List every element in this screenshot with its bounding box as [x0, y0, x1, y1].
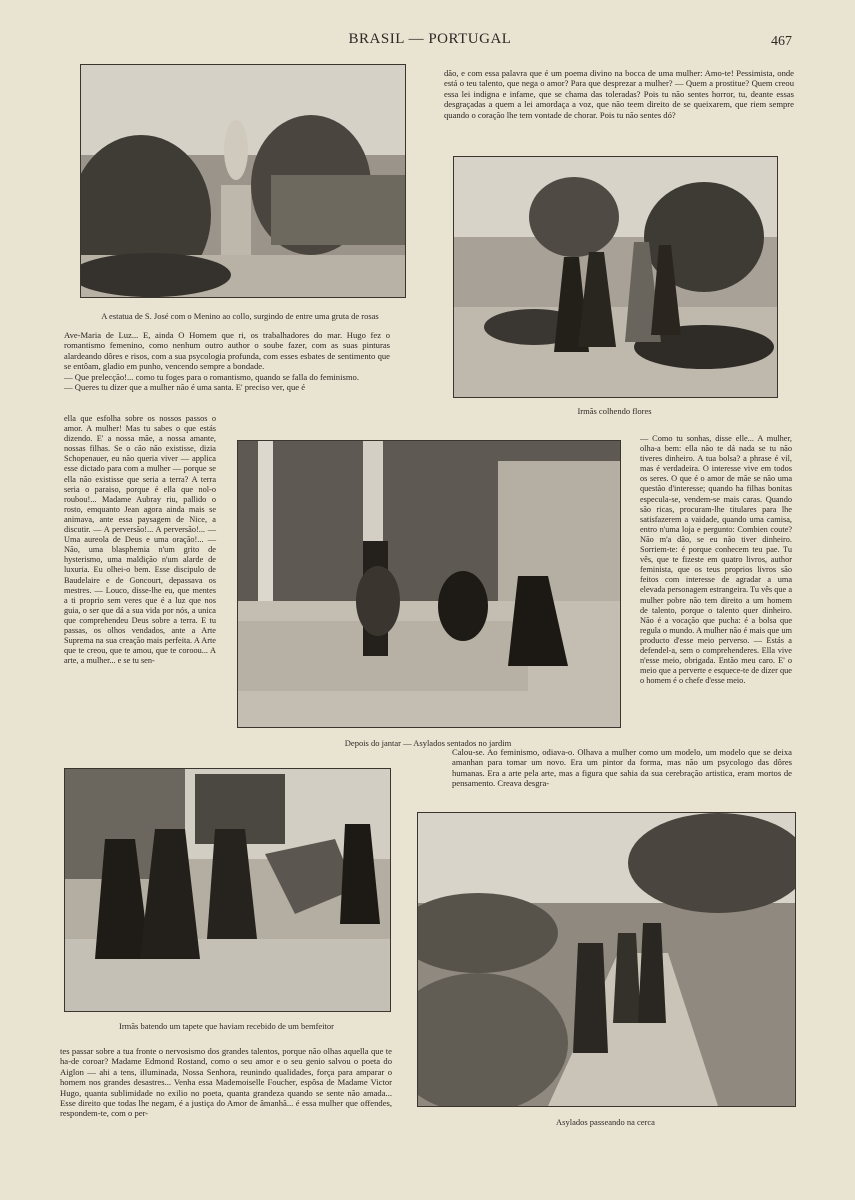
photo-residents-walking — [417, 812, 796, 1107]
photo-after-dinner — [237, 440, 621, 728]
text-top-right: dão, e com essa palavra que é um poema divino na bocca de uma mulher: Amo-te! Pessimista, onde está o teu talento, que nega o amor? Para que desprezar a mulher? — Quem a prostitue? Quem creou essa lei indigna e infame, que se chama das toleradas? Pois tu não sentes horror, tu, deante essas desgraçadas a quem a lei amordaça a voz, que não teem direito de se queixarem, que riem sempre quando o coração lhe tem vontade de chorar. Pois tu não sentes dó? — [444, 68, 794, 120]
caption-residents-walking: Asylados passeando na cerca — [556, 1117, 655, 1127]
running-title: BRASIL — PORTUGAL — [348, 31, 512, 47]
caption-sisters-rug: Irmãs batendo um tapete que haviam recebido de um bemfeitor — [118, 1021, 334, 1031]
caption-sisters-flowers: Irmãs colhendo flores — [577, 406, 652, 416]
photo-statue — [80, 64, 406, 298]
page-number: 467 — [771, 34, 792, 49]
text-left-paragraphs — [64, 330, 390, 392]
text-right-narrow-column: — Como tu sonhas, disse elle... A mulher, olha-a bem: ella não te dá nada se tu não tiveres dinheiro. A tua bolsa? a phrase é vil, mas é verdadeira. O interesse vive em todos os seres. O que é o amor de mãe se não uma questão d'interesse; quando ha filhas bonitas especula-se, vendem-se mais caras. Quando são ricas, procuram-lhe titulares para lhe satisfazerem a vaidade, quando uma camisa, entro n'uma loja e pergunto: Combien coute? Não m'a dão, se eu não tiver dinheiro. Sorriem-te: é porque conhecem teu pae. Tu vês, que te fizeste em quatro livros, author feminista, que os teus proprios livros são feitos com interesse de agradar a uma elevada personagem estrangeira. Tu vês que a mulher pobre não tem direito a um homem de talento, porque o talento quer dinheiro. Não é a vocação que pucha: é a bolsa que regula o mundo. A mulher não é mais que um producto d'esse meio perverso. — Estás a defendel-a, sem o comprehenderes. Ella vive n'esse meio, obrigada. Então meu caro. E' o meio que a perverte e esquece-te de dizer que o homem é o chefe d'esse meio. — [640, 434, 792, 686]
text-bottom-left: tes passar sobre a tua fronte o nervosismo dos grandes talentos, porque não olhas aquella que te ha-de coroar? Madame Edmond Rostand, como o seu amor e o seu genio salvou o poeta do Aiglon — ahi a tens, illuminada, Nossa Senhora, reunindo qualidades, força para amparar o homem nos grandes desastres... Venha essa Mademoiselle Foucher, espôsa de Madame Victor Hugo, quanta sublimidade no exilio no poeta, quanta grandeza quando se sente não amada... Esse direito que todas lhe negam, é a justiça do Amor de âmanhã... é essa mulher que offendes, respondem-te, com o per- — [60, 1046, 392, 1119]
caption-statue: A estatua de S. José com o Menino ao collo, surgindo de entre uma gruta de rosas — [101, 311, 379, 321]
photo-sisters-rug — [64, 768, 391, 1012]
paragraph: Ave-Maria de Luz... E, ainda O Homem que ri, os trabalhadores do mar. Hugo fez o romantismo femenino, como nenhum outro author o soube fazer, com as suas pinturas alardeando dôres e risos, com a sua psycologia profunda, com esses esbates de sentimento que se entôam, gladio em punho, vencendo sempre a bondade. — [64, 330, 390, 372]
caption-after-dinner: Depois do jantar — Asylados sentados no jardim — [344, 738, 512, 748]
paragraph: — Queres tu dizer que a mulher não é uma santa. E' preciso ver, que é — [64, 382, 306, 393]
photo-sisters-flowers — [453, 156, 778, 398]
text-right-wide: Calou-se. Ao feminismo, odiava-o. Olhava a mulher como um modelo, um modelo que se deixa amanhan para tomar um novo. Era um pintor da forma, mas não um psycologo das dôres humanas. Era a arte pela arte, mas a figura que sahia da sua cerebração artistica, eram mortos de pensamento. Creava desgra- — [452, 747, 792, 789]
text-left-narrow-column: ella que esfolha sobre os nossos passos o amor. A mulher! Mas tu sabes o que estás dizendo. E' a nossa mãe, a nossa amante, nossas filhas. Se o cão não existisse, dizia Schopenauer, eu não queria viver — applica esse dictado para com a mulher — porque se ella não existisse que seria a terra? A terra seria o paraiso, porque é ella que nol-o roubou!... Madame Aubray riu, pallido o rosto, emquanto Jean agora ainda mais se animava, ante essa paysagem de Nice, a discutir. — A perversão!... A perversão!... — Uma aureola de Deus e uma oração!... — Não, uma blasphemia n'um grito de hysterismo, uma maldição n'um alarde de luxuria. Eu olhei-o bem. Esse discipulo de Baudelaire e de Goncourt, depassava os mestres. — Louco, disse-lhe eu, que mentes a ti proprio sem veres que é a luz que nos guia, o ser que dá a sua vida por nós, a unica que comprehendeu Deus sobre a terra. E tu passas, os olhos vendados, ante a Arte Suprema na sua creação mais perfeita. A Arte que te creou, que te amou, que te coroou... A arte, a mulher... e se tu sen- — [64, 414, 216, 666]
paragraph: — Que prelecção!... como tu foges para o romantismo, quando se falla do feminismo. — [64, 371, 359, 382]
